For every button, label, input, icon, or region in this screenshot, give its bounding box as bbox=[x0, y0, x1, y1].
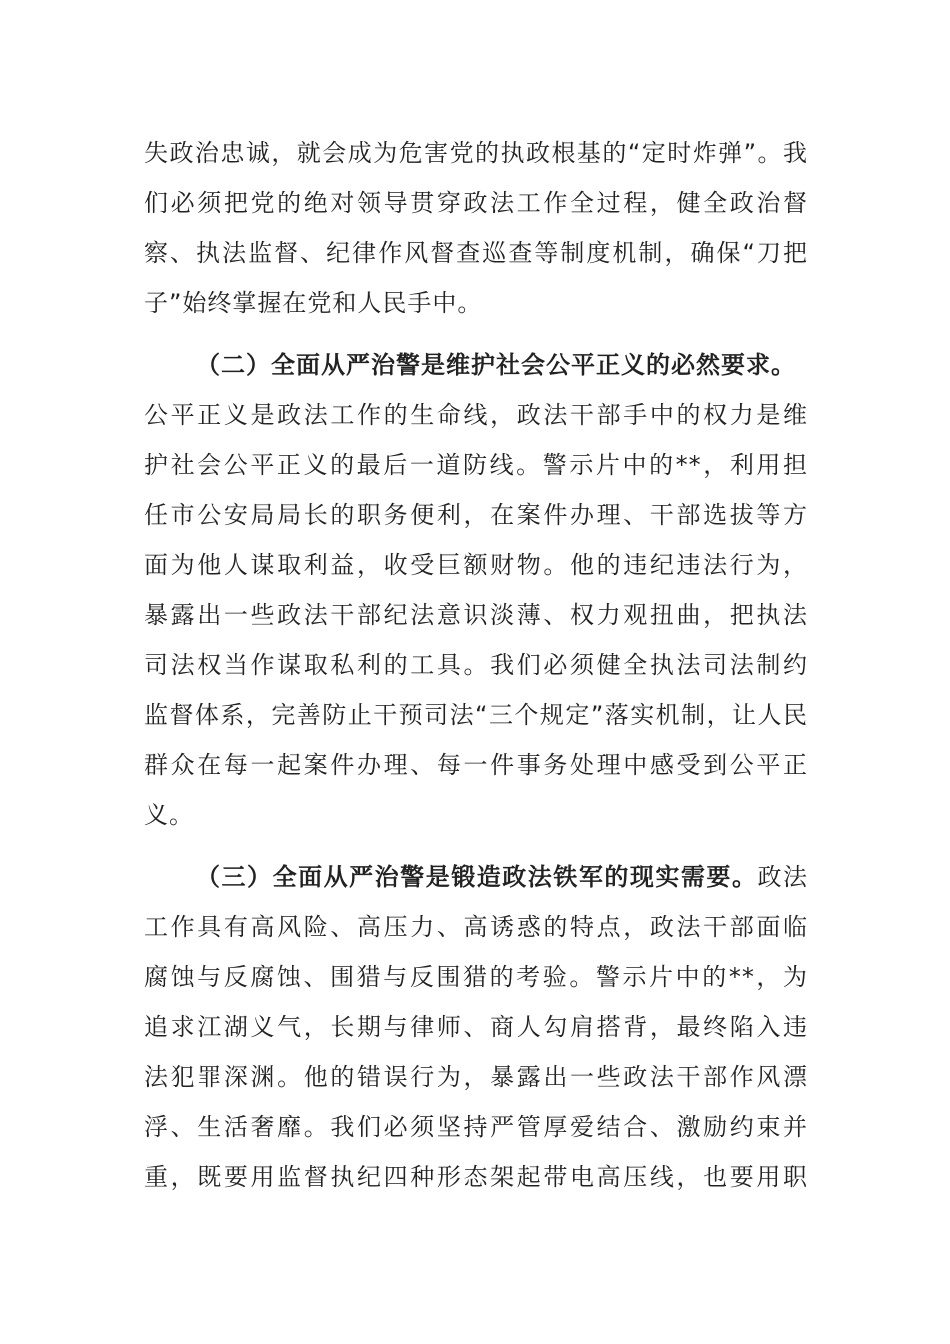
text-line: 浮、生活奢靡。我们必须坚持严管厚爱结合、激励约束并 bbox=[144, 1113, 808, 1141]
section-heading-line bbox=[144, 340, 808, 390]
paragraph-3 bbox=[144, 852, 808, 1202]
document-body bbox=[144, 128, 808, 1214]
heading-tail-text: 政法 bbox=[757, 863, 809, 891]
text-line: 任市公安局局长的职务便利，在案件办理、干部选拔等方 bbox=[144, 501, 808, 529]
text-line: 监督体系，完善防止干预司法“三个规定”落实机制，让人民 bbox=[144, 701, 808, 729]
paragraph-1 bbox=[144, 128, 808, 328]
text-line: 法犯罪深渊。他的错误行为，暴露出一些政法干部作风漂 bbox=[144, 1063, 808, 1091]
text-line: 追求江湖义气，长期与律师、商人勾肩搭背，最终陷入违 bbox=[144, 1013, 808, 1041]
text-line: 工作具有高风险、高压力、高诱惑的特点，政法干部面临 bbox=[144, 913, 808, 941]
text-line: 面为他人谋取利益，收受巨额财物。他的违纪违法行为， bbox=[144, 551, 808, 579]
paragraph-2 bbox=[144, 340, 808, 840]
section-heading-2: （二）全面从严治警是维护社会公平正义的必然要求。 bbox=[196, 351, 796, 379]
text-line: 群众在每一起案件办理、每一件事务处理中感受到公平正 bbox=[144, 751, 808, 779]
text-line: 义。 bbox=[144, 801, 194, 829]
section-heading-line bbox=[144, 852, 808, 902]
text-line: 腐蚀与反腐蚀、围猎与反围猎的考验。警示片中的**，为 bbox=[144, 963, 808, 991]
text-line: 重，既要用监督执纪四种形态架起带电高压线，也要用职 bbox=[144, 1163, 808, 1191]
text-line: 司法权当作谋取私利的工具。我们必须健全执法司法制约 bbox=[144, 651, 808, 679]
text-line: 护社会公平正义的最后一道防线。警示片中的**，利用担 bbox=[144, 451, 808, 479]
text-line: 暴露出一些政法干部纪法意识淡薄、权力观扭曲，把执法 bbox=[144, 601, 808, 629]
text-line: 失政治忠诚，就会成为危害党的执政根基的“定时炸弹”。我 bbox=[144, 139, 808, 167]
text-line: 们必须把党的绝对领导贯穿政法工作全过程，健全政治督 bbox=[144, 189, 808, 217]
text-line: 子”始终掌握在党和人民手中。 bbox=[144, 289, 483, 317]
section-heading-3: （三）全面从严治警是锻造政法铁军的现实需要。 bbox=[196, 863, 758, 891]
text-line: 察、执法监督、纪律作风督查巡查等制度机制，确保“刀把 bbox=[144, 239, 808, 267]
text-line: 公平正义是政法工作的生命线，政法干部手中的权力是维 bbox=[144, 401, 808, 429]
